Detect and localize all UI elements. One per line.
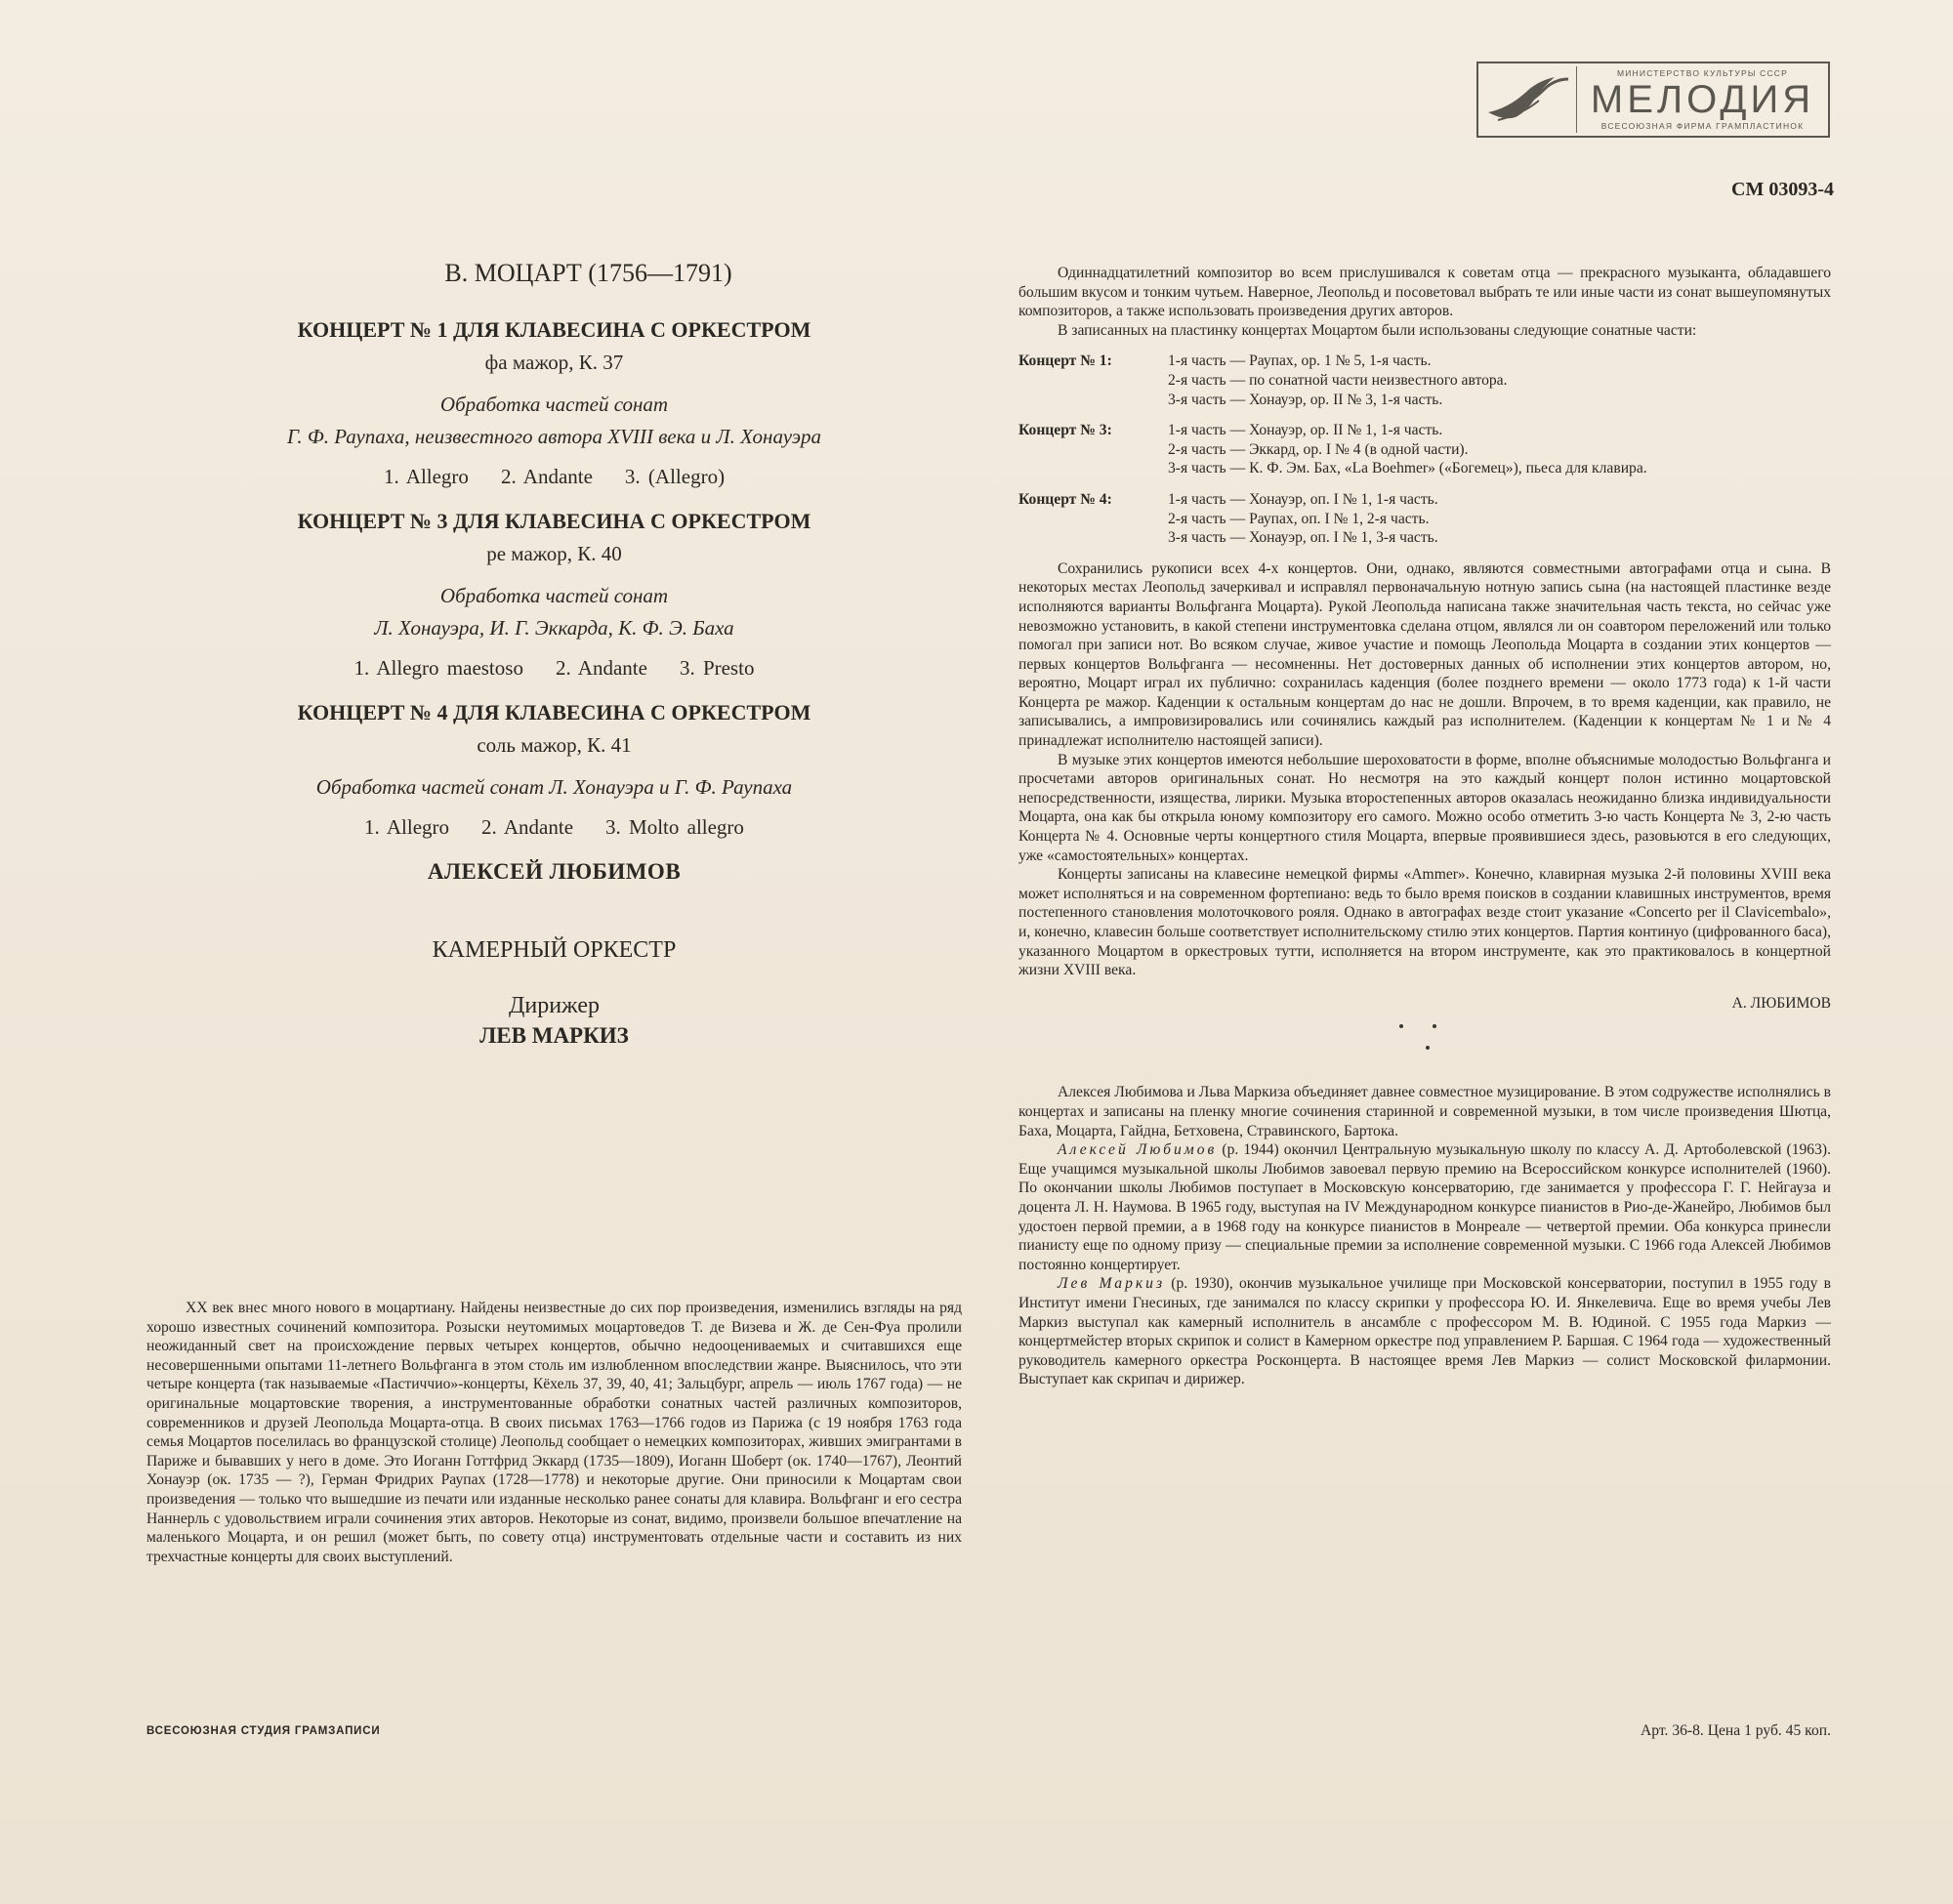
- movement: 3. Molto allegro: [605, 815, 744, 839]
- movement: 3. (Allegro): [624, 465, 726, 488]
- bio-intro: Алексея Любимова и Льва Маркиза объединяет давнее совместное музицирование. В этом содружестве исполнялись в концертах и записаны на пленку многие сочинения старинной и современной музыки, в том числе произведения Шютца, Баха, Моцарта, Гайдна, Бетховена, Стравинского, Бартока.: [1018, 1084, 1831, 1139]
- logo-text-block: [1576, 66, 1828, 133]
- price-line: Арт. 36-8. Цена 1 руб. 45 коп.: [1641, 1722, 1831, 1739]
- orchestra-name: КАМЕРНЫЙ ОРКЕСТР: [432, 937, 677, 963]
- source-line: 2-я часть — Эккард, ор. I № 4 (в одной части).: [1168, 440, 1469, 458]
- notes-paragraph: В записанных на пластинку концертах Моцартом были использованы следующие сонатные части:: [1058, 321, 1697, 339]
- concerto-movements: [146, 465, 962, 489]
- performer-bios: [1018, 1083, 1831, 1389]
- movement: 1. Allegro: [364, 815, 450, 839]
- program-column: [146, 259, 962, 1049]
- concerto-3: [146, 509, 962, 681]
- concerto-key: ре мажор, К. 40: [486, 542, 622, 565]
- concerto-title: КОНЦЕРТ № 3 ДЛЯ КЛАВЕСИНА С ОРКЕСТРОМ: [297, 509, 811, 533]
- logo-subtitle: ВСЕСОЮЗНАЯ ФИРМА ГРАМПЛАСТИНОК: [1600, 121, 1805, 131]
- source-line: 1-я часть — Раупах, ор. 1 № 5, 1-я часть.: [1168, 352, 1432, 370]
- concerto-4: [146, 700, 962, 840]
- notes-paragraph: Одиннадцатилетний композитор во всем прислушивался к советам отца — прекрасного музыканта, обладавшего большим вкусом и тонким чутьем. Наверное, Леопольд и посоветовал выбрать те или иные части из сонат вышеупомянутых композиторов, а также использовать произведения других авторов.: [1018, 265, 1831, 320]
- concerto-arrangement: Обработка частей сонат: [439, 393, 669, 416]
- composer-heading: В. МОЦАРТ (1756—1791): [444, 259, 732, 287]
- divider-dot: [1433, 1024, 1436, 1028]
- concerto-arrangement: Обработка частей сонат: [439, 584, 669, 607]
- concerto-key: соль мажор, К. 41: [477, 733, 632, 757]
- source-group-3: [1018, 421, 1831, 478]
- conductor-label: Дирижер: [509, 993, 600, 1018]
- bio-name: Лев Маркиз: [1058, 1275, 1166, 1293]
- movement: 2. Andante: [555, 656, 647, 680]
- movement: 1. Allegro maestoso: [353, 656, 523, 680]
- movement: 2. Andante: [500, 465, 593, 488]
- source-line: 3-я часть — К. Ф. Эм. Бах, «La Boehmer» («Богемец»), пьеса для клавира.: [1168, 460, 1647, 477]
- bio-lyubimov: [1018, 1140, 1831, 1274]
- bio-markiz: [1018, 1274, 1831, 1389]
- concerto-movements: [146, 656, 962, 681]
- notes-signature: А. ЛЮБИМОВ: [1731, 994, 1831, 1012]
- concerto-arrangement-sources: Г. Ф. Раупаха, неизвестного автора XVIII века и Л. Хонауэра: [286, 425, 822, 448]
- concerto-title: КОНЦЕРТ № 4 ДЛЯ КЛАВЕСИНА С ОРКЕСТРОМ: [297, 700, 811, 724]
- source-line: 2-я часть — Раупах, оп. I № 1, 2-я часть.: [1168, 510, 1430, 527]
- movement: 3. Presto: [679, 656, 755, 680]
- concerto-key: фа мажор, К. 37: [484, 351, 624, 374]
- intro-text: XX век внес много нового в моцартиану. Найдены неизвестные до сих пор произведения, изменились взгляды на ряд хорошо известных сочинений композитора. Розыски неутомимых моцартоведов Т. де Визева и Ж. де Сен-Фуа пролили неожиданный свет на происхождение первых четырех концертов, обычно недооцениваемых и считавшихся еще несовершенными опытами 11-летнего Вольфганга в этом столь им излюбленном впоследствии жанре. Выяснилось, что эти четыре концерта (так называемые «Пастиччио»-концерты, Кёхель 37, 39, 40, 41; Зальцбург, апрель — июль 1767 года) — не оригинальные моцартовские творения, а инструментованные обработки сонатных частей различных композиторов, современников и друзей Леопольда Моцарта-отца. В своих письмах 1763—1766 годов из Парижа (с 19 ноября 1763 года семья Моцартов поселилась во французской столице) Леопольд сообщает о немецких композиторах, живших эмигрантами в Париже и бывавших у него в доме. Это Иоганн Готтфрид Эккард (1735—1809), Иоганн Шоберт (ок. 1740—1767), Леонтий Хонауэр (ок. 1735 — ?), Герман Фридрих Раупах (1728—1778) и некоторые другие. Они приносили к Моцартам свои произведения — только что вышедшие из печати или изданные несколько ранее сонаты для клавира. Вольфганг и его сестра Наннерль с удовольствием играли сочинения этих авторов. Некоторые из сонат, видимо, произвели большое впечатление на маленького Моцарта, и он решил (может быть, по совету отца) инструментовать отдельные части и составить из них трехчастные концерты для своих выступлений.: [146, 1300, 962, 1565]
- divider-dot: [1399, 1024, 1403, 1028]
- concerto-movements: [146, 815, 962, 840]
- concerto-1: [146, 317, 962, 489]
- catalog-number: СМ 03093-4: [1731, 179, 1834, 200]
- conductor-name: ЛЕВ МАРКИЗ: [479, 1023, 629, 1048]
- bio-name: Алексей Любимов: [1058, 1141, 1218, 1159]
- source-group-1: [1018, 352, 1831, 409]
- logo-ministry: МИНИСТЕРСТВО КУЛЬТУРЫ СССР: [1616, 68, 1789, 78]
- movement: 2. Andante: [481, 815, 574, 839]
- studio-credit: ВСЕСОЮЗНАЯ СТУДИЯ ГРАМЗАПИСИ: [146, 1725, 381, 1737]
- source-group-4: [1018, 490, 1831, 548]
- source-label: Концерт № 1:: [1018, 352, 1112, 370]
- source-label: Концерт № 3:: [1018, 422, 1112, 439]
- liner-notes-column: [1018, 264, 1831, 1389]
- melodiya-emblem-icon: [1478, 65, 1576, 134]
- concerto-arrangement: Обработка частей сонат Л. Хонауэра и Г. Ф. Раупаха: [315, 775, 793, 799]
- melodiya-logo: [1476, 62, 1830, 138]
- source-line: 1-я часть — Хонауэр, ор. II № 1, 1-я часть.: [1168, 422, 1443, 439]
- notes-paragraph: Концерты записаны на клавесине немецкой фирмы «Ammer». Конечно, клавирная музыка 2-й половины XVIII века может исполняться и на современном фортепиано: ведь то было время поисков в создании клавишных инструментов, время постепенного становления молоточкового рояля. Однако в автографах везде стоит указание «Concerto per il Clavicembalo», и, конечно, клавесин больше соответствует исполнительскому стилю этих концертов. Партия континуо (цифрованного баса), указанного Моцартом в оркестровых тутти, исполняется на втором инструменте, как это практиковалось в концертной жизни XVIII века.: [1018, 866, 1831, 979]
- source-line: 3-я часть — Хонауэр, ор. II № 3, 1-я часть.: [1168, 391, 1443, 408]
- logo-brand-name: МЕЛОДИЯ: [1590, 78, 1815, 121]
- bio-text: (р. 1930), окончив музыкальное училище при Московской консерватории, поступил в 1955 году в Институт имени Гнесиных, где занимался по классу скрипки у профессора Ю. И. Янкелевича. Еще во время учебы Лев Маркиз выступал как камерный исполнитель в ансамбле с профессором М. В. Юдиной. С 1955 года Маркиз — концертмейстер вторых скрипок и солист в Камерном оркестре под управлением Р. Баршая. С 1964 года — художественный руководитель камерного оркестра Росконцерта. В настоящее время Лев Маркиз — солист Московской филармонии. Выступает как скрипач и дирижер.: [1018, 1275, 1832, 1388]
- source-label: Концерт № 4:: [1018, 490, 1112, 508]
- notes-paragraph: В музыке этих концертов имеются небольшие шероховатости в форме, вполне объяснимые молодостью Вольфганга и просчетами авторов оригинальных сонат. Но несмотря на это каждый концерт полон истинно моцартовской непосредственности, изящества, лирики. Музыка второстепенных авторов оказалась неожиданно близка индивидуальности Моцарта, она как бы открыла юному композитору его самого. Можно особо отметить 3-ю часть Концерта № 3, 2-ю часть Концерта № 4. Основные черты концертного стиля Моцарта, впервые проявившиеся здесь, разовьются в его следующих, уже «самостоятельных» концертах.: [1018, 751, 1831, 864]
- notes-paragraph: Сохранились рукописи всех 4-х концертов. Они, однако, являются совместными автографами отца и сына. В некоторых местах Леопольд зачеркивал и исправлял первоначальную нотную запись сына (на настоящей пластинке везде исполняются варианты Вольфганга Моцарта). Рукой Леопольда написана также значительная часть текста, но сейчас уже невозможно установить, в какой степени инструментовка сделана отцом, являлся ли он соавтором переложений или только помогал при записи нот. Во всяком случае, живое участие и помощь Леопольда Моцарта в создании этих концертов — первых концертов Вольфганга — несомненны. Нет достоверных данных об исполнении этих концертов автором, но, вероятно, Моцарт играл их публично: сохранилась каденция (более позднего времени — около 1773 года) к 1-й части Концерта ре мажор. Каденции к остальным концертам до нас не дошли. Впрочем, в то время каденции, как правило, не записывались, а импровизировались или сочинялись каждый раз исполнителем. (Каденции к концертам № 1 и № 4 принадлежат исполнителю настоящей записи).: [1018, 559, 1831, 750]
- divider-dot: [1426, 1046, 1430, 1050]
- movement: 1. Allegro: [383, 465, 469, 488]
- concerto-title: КОНЦЕРТ № 1 ДЛЯ КЛАВЕСИНА С ОРКЕСТРОМ: [297, 317, 811, 342]
- section-divider: [1018, 1020, 1831, 1059]
- bio-text: (р. 1944) окончил Центральную музыкальную школу по классу А. Д. Артоболевской (1963). Еще учащимся музыкальной школы Любимов завоевал первую премию на Всероссийском конкурсе исполнителей (1960). По окончании школы Любимов поступает в Московскую консерваторию, где занимается у профессора Г. Г. Нейгауза и доцента Л. Н. Наумова. В 1965 году, выступая на IV Международном конкурсе пианистов в Рио-де-Жанейро, Любимов был удостоен первой премии, а в 1968 году на конкурсе пианистов в Монреале — четвертой премии. Оба конкурса принесли пианисту еще по одному призу — специальные премии за исполнение современной музыки. С 1966 года Алексей Любимов постоянно концертирует.: [1018, 1141, 1831, 1273]
- soloist-name: АЛЕКСЕЙ ЛЮБИМОВ: [427, 859, 682, 884]
- source-line: 2-я часть — по сонатной части неизвестного автора.: [1168, 371, 1508, 389]
- source-line: 1-я часть — Хонауэр, оп. I № 1, 1-я часть.: [1168, 490, 1438, 508]
- source-line: 3-я часть — Хонауэр, оп. I № 1, 3-я часть.: [1168, 529, 1438, 547]
- concerto-arrangement-sources: Л. Хонауэра, И. Г. Эккарда, К. Ф. Э. Баха: [374, 616, 734, 640]
- source-movements-list: [1018, 352, 1831, 547]
